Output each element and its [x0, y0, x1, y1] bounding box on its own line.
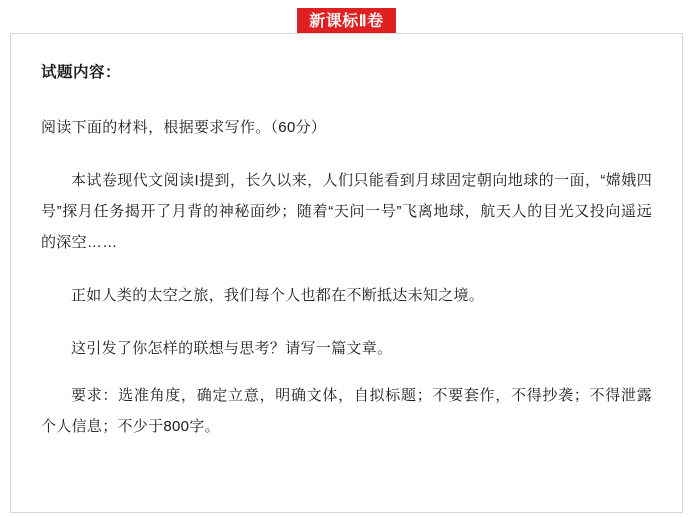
paragraph-reflection: 正如人类的太空之旅，我们每个人也都在不断抵达未知之境。	[71, 287, 485, 304]
exam-paper-badge: 新课标Ⅱ卷	[297, 8, 395, 37]
paragraph-requirements: 要求：选准角度，确定立意，明确文体，自拟标题；不要套作，不得抄袭；不得泄露个人信息；不少于800字。	[41, 387, 652, 435]
question-content-box	[10, 33, 683, 513]
paragraph-material: 本试卷现代文阅读I提到，长久以来，人们只能看到月球固定朝向地球的一面，“嫦娥四号”探月任务揭开了月背的神秘面纱；随着“天问一号”飞离地球，航天人的目光又投向遥远的深空……	[41, 172, 652, 251]
page-title: 试题内容：	[41, 64, 122, 81]
paragraph-instruction: 阅读下面的材料，根据要求写作。（60分）	[41, 119, 327, 136]
paragraph-prompt: 这引发了你怎样的联想与思考？请写一篇文章。	[71, 340, 393, 357]
